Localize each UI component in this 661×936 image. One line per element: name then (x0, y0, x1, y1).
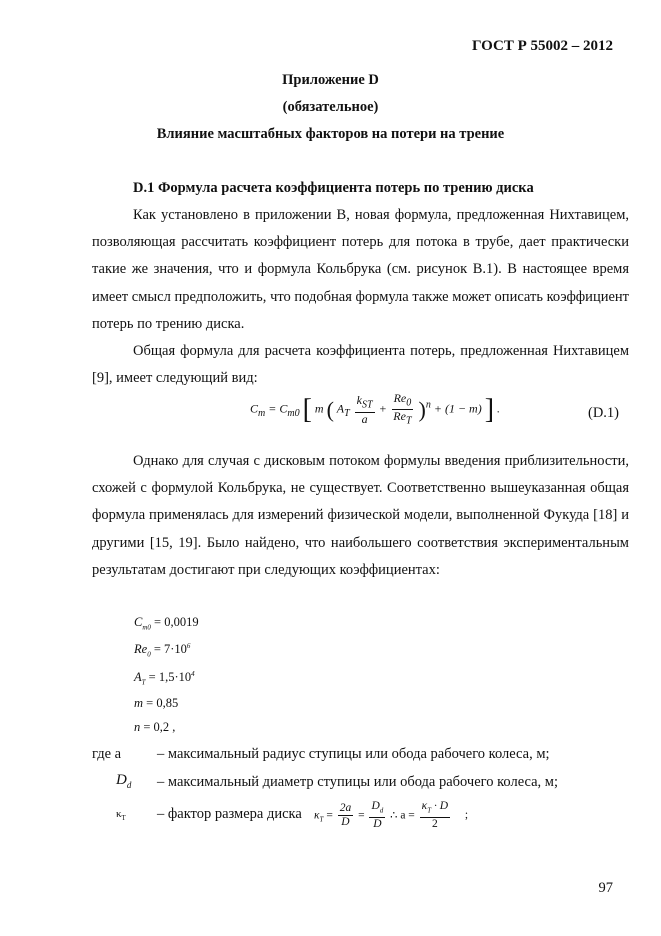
definition-kt: – фактор размера диска (157, 806, 302, 822)
paragraph-1: Как установлено в приложении В, новая формула, предложенная Нихтавицем, позволяющая рассчитать коэффициент потерь для потока в трубе, дает практически такие же значения, что и формула Кольбрука (см. рисунок В.1). В настоящее время имеет смысл предположить, что подобная формула также может описать коэффициент потерь по трению диска. (92, 207, 629, 332)
coef-m: m = 0,85 (134, 696, 179, 710)
definition-a: – максимальный радиус ступицы или обода рабочего колеса, м; (157, 746, 550, 762)
section-heading: D.1 Формула расчета коэффициента потерь по трению диска (133, 180, 534, 196)
ks-over-a-fraction: $\frac{k_{ST}}{a}$ (356, 393, 373, 426)
annex-status: (обязательное) (282, 99, 379, 115)
symbol-dd: $D_d$ (116, 772, 132, 790)
re-ratio-fraction: $\frac{Re_0}{Re_T}$ (393, 391, 412, 427)
annex-title: Приложение D (282, 72, 379, 88)
coef-at: $A_T = 1,5\cdot 10^4$ (134, 670, 195, 687)
paragraph-3: Однако для случая с дисковым потоком формулы введения приблизительности, схожей с формулой Кольбрука, не существует. Соответственно вышеуказанная общая формула применялась для измерений физической модели, выполненной Фукуда [18] и другими [15, 19]. Было найдено, что наибольшего соответствия экспериментальным результатам достигают при следующих коэффициентах: (92, 453, 629, 578)
paragraph-2: Общая формула для расчета коэффициента потерь, предложенная Нихтавицем [9], имеет следующий вид: (92, 343, 629, 387)
symbol-kt: $\kappa_T$ (116, 808, 126, 823)
document-header: ГОСТ Р 55002 – 2012 (471, 38, 613, 54)
kt-formula: $\kappa_T$ = $\frac{2a}{D}$ = $\frac{D_d}{D}$ ∴ a = $\frac{\kappa_T \cdot D}{2}$ ; (314, 800, 469, 831)
coef-re0: $Re_0 = 7\cdot 10^6$ (134, 642, 191, 659)
coef-n: n = 0,2 , (134, 720, 176, 734)
definition-intro: где a (92, 746, 122, 762)
coef-cm0: $C_{m0} = 0,0019$ (134, 615, 199, 632)
formula-number: (D.1) (587, 405, 619, 421)
page-number: 97 (598, 880, 613, 896)
annex-subject: Влияние масштабных факторов на потери на трение (156, 126, 505, 142)
definition-dd: – максимальный диаметр ступицы или обода рабочего колеса, м; (157, 774, 559, 790)
loss-coefficient-formula: $C_m = C_{m0}$ [ m ( $A_T$ $\frac{k_{ST}}{a}$ + $\frac{Re_0}{Re_T}$ )$^n$ + (1 − m) ] . (250, 391, 501, 427)
